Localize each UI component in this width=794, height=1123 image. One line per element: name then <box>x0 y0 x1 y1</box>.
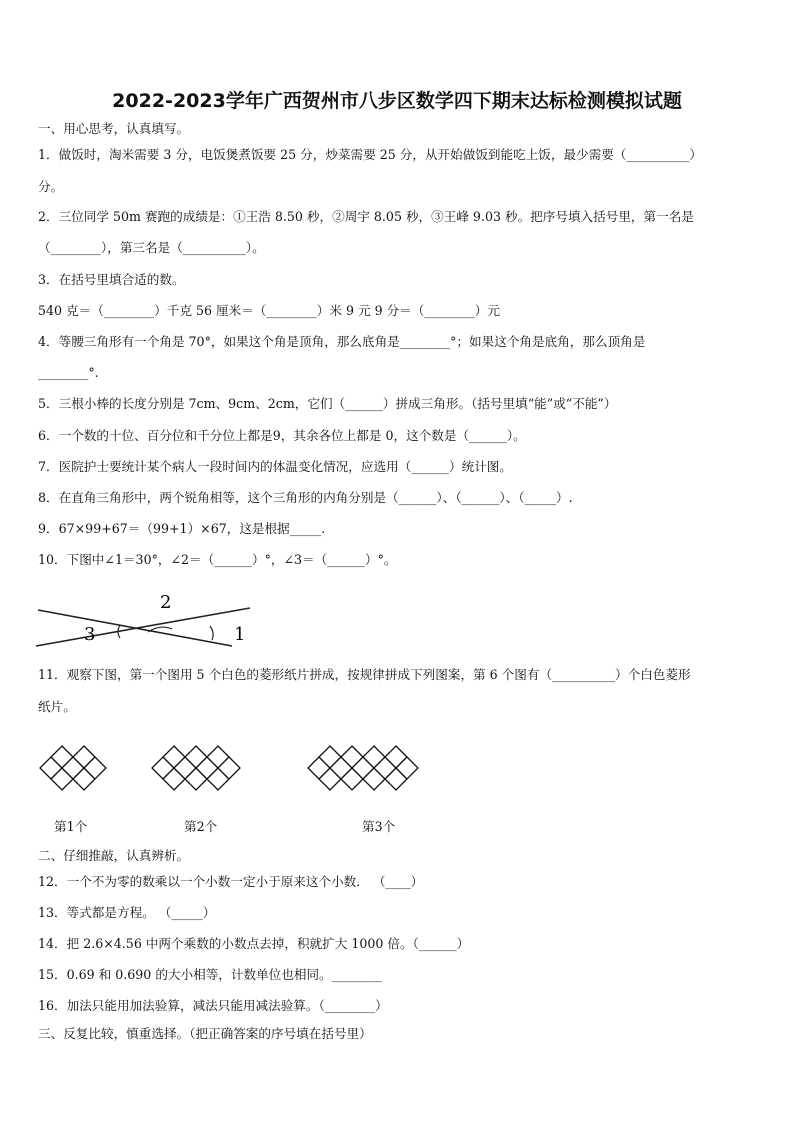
question-12: 12．一个不为零的数乘以一个小数一定小于原来这个小数． （____） <box>38 874 424 889</box>
caption-pattern-2: 第2个 <box>184 819 218 834</box>
question-1-line-2: 分。 <box>38 179 64 194</box>
section-2-heading: 二、仔细推敲，认真辨析。 <box>38 848 190 863</box>
rhombus-patterns <box>38 732 478 804</box>
angle-label-2: 2 <box>160 592 172 613</box>
caption-pattern-3: 第3个 <box>362 819 396 834</box>
question-7: 7．医院护士要统计某个病人一段时间内的体温变化情况，应选用（______）统计图。 <box>38 459 512 474</box>
question-3-line-2: 540 克＝（________）千克 56 厘米＝（________）米 9 元 9 分＝（________）元 <box>38 303 500 318</box>
question-2-line-2: （________），第三名是（__________）。 <box>38 240 265 255</box>
angle-1-arc <box>210 626 213 640</box>
caption-pattern-1: 第1个 <box>54 819 88 834</box>
question-10: 10．下图中∠1＝30°，∠2＝（______）°，∠3＝（______）°。 <box>38 552 397 567</box>
question-1-line-1: 1．做饭时，淘米需要 3 分，电饭煲煮饭要 25 分，炒菜需要 25 分，从开始做饭到能吃上饭，最少需要（__________） <box>38 147 703 162</box>
question-4-line-2: ________°. <box>38 365 99 380</box>
section-1-heading: 一、用心思考，认真填写。 <box>38 121 190 136</box>
question-15: 15．0.69 和 0.690 的大小相等，计数单位也相同。________ <box>38 967 383 982</box>
question-14: 14．把 2.6×4.56 中两个乘数的小数点去掉，积就扩大 1000 倍。（______） <box>38 936 470 951</box>
section-3-heading: 三、反复比较，慎重选择。（把正确答案的序号填在括号里） <box>38 1026 372 1041</box>
question-2-line-1: 2．三位同学 50m 赛跑的成绩是：①王浩 8.50 秒，②周宇 8.05 秒，③王峰 9.03 秒。把序号填入括号里，第一名是 <box>38 209 694 224</box>
angle-diagram <box>34 588 264 652</box>
angle-label-1: 1 <box>234 624 246 645</box>
question-13: 13．等式都是方程。 （_____） <box>38 905 216 920</box>
question-11-line-2: 纸片。 <box>38 699 76 714</box>
question-4-line-1: 4．等腰三角形有一个角是 70°，如果这个角是顶角，那么底角是________°；如果这个角是底角，那么顶角是 <box>38 334 646 349</box>
pattern-3 <box>308 746 418 790</box>
pattern-1 <box>40 746 106 790</box>
question-9: 9．67×99+67＝（99+1）×67，这是根据_____. <box>38 521 326 536</box>
angle-label-3: 3 <box>84 624 96 645</box>
question-11-line-1: 11．观察下图，第一个图用 5 个白色的菱形纸片拼成，按规律拼成下列图案，第 6 个图有（__________）个白色菱形 <box>38 667 691 682</box>
line-b <box>36 608 250 646</box>
question-5: 5．三根小棒的长度分别是 7cm、9cm、2cm，它们（______）拼成三角形。（括号里填“能”或“不能”） <box>38 396 617 411</box>
question-8: 8．在直角三角形中，两个锐角相等，这个三角形的内角分别是（______）、（______）、（_____）. <box>38 490 573 505</box>
page-title: 2022-2023学年广西贺州市八步区数学四下期末达标检测模拟试题 <box>112 90 682 112</box>
question-6: 6．一个数的十位、百分位和千分位上都是9，其余各位上都是 0，这个数是（______）。 <box>38 428 526 443</box>
pattern-2 <box>152 746 240 790</box>
question-3-line-1: 3．在括号里填合适的数。 <box>38 272 185 287</box>
question-16: 16．加法只能用加法验算，减法只能用减法验算。（________） <box>38 998 388 1013</box>
